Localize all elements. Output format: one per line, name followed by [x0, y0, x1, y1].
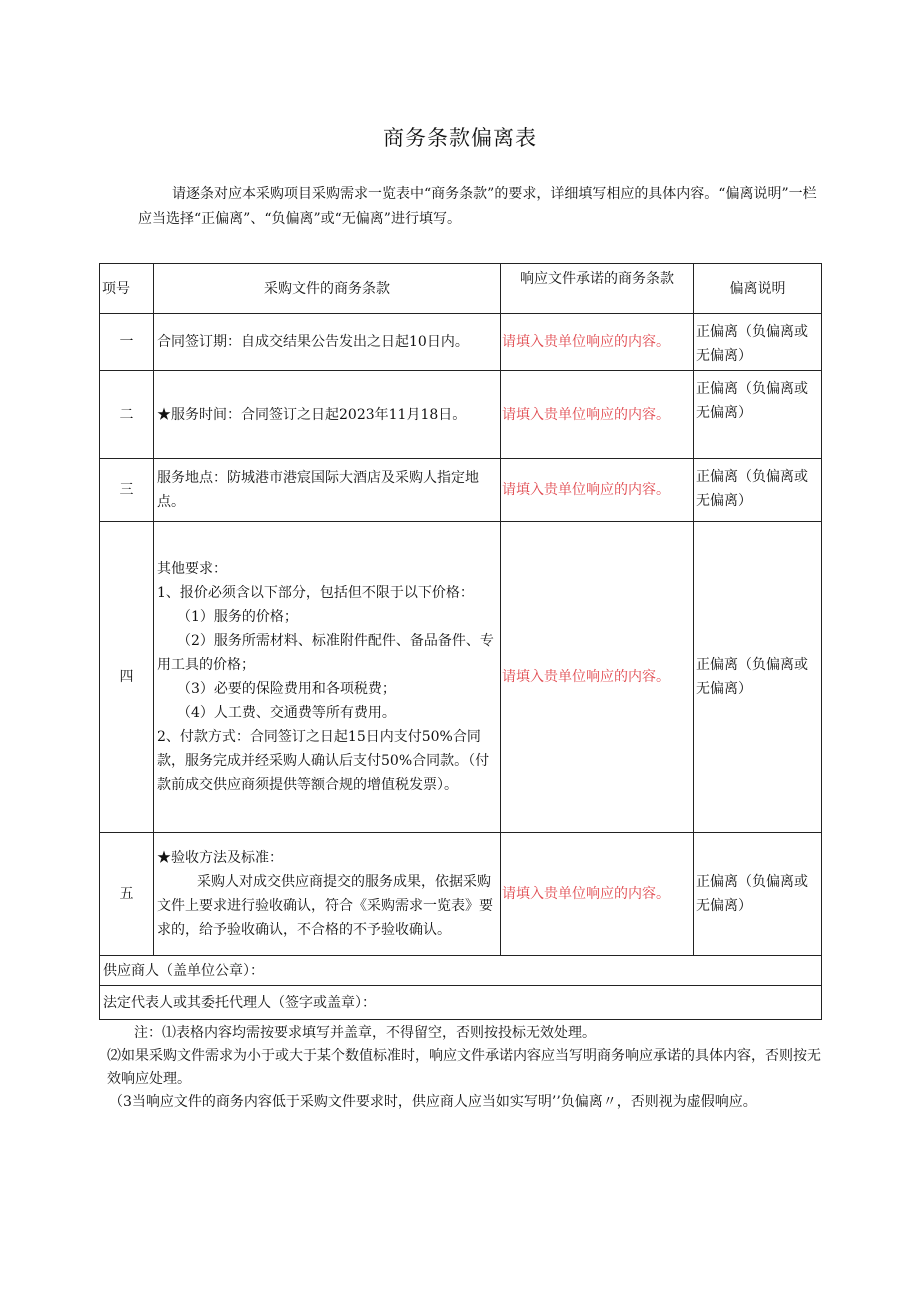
response-cell[interactable]: 请填入贵单位响应的内容。 — [501, 522, 694, 833]
clause-cell — [154, 522, 501, 833]
clause-line: 服务地点：防城港市港宸国际大酒店及采购人指定地点。 — [157, 470, 479, 510]
clause-line: （3）必要的保险费用和各项税费； — [177, 681, 396, 697]
response-cell[interactable]: 请填入贵单位响应的内容。 — [501, 371, 694, 459]
header-response: 响应文件承诺的商务条款 — [501, 264, 694, 314]
deviation-cell[interactable]: 正偏离（负偏离或无偏离） — [694, 371, 822, 459]
clause-line: （2）服务所需材料、标准附件配件、备品备件、专用工具的价格； — [157, 633, 494, 673]
row-number: 四 — [100, 522, 154, 833]
clause-line: 采购人对成交供应商提交的服务成果，依据采购文件上要求进行验收确认，符合《采购需求一览表》要求的，给予验收确认，不合格的不予验收确认。 — [157, 874, 493, 938]
table-row — [100, 459, 822, 522]
row-number: 二 — [100, 371, 154, 459]
header-deviation: 偏离说明 — [694, 264, 822, 314]
clause-cell — [154, 314, 501, 371]
clause-line: 合同签订期：自成交结果公告发出之日起10日内。 — [157, 334, 469, 350]
table-row — [100, 371, 822, 459]
notes — [107, 1022, 824, 1114]
deviation-cell[interactable]: 正偏离（负偏离或无偏离） — [694, 522, 822, 833]
clause-line: 1、报价必须含以下部分，包括但不限于以下价格： — [157, 585, 474, 601]
response-cell[interactable]: 请填入贵单位响应的内容。 — [501, 314, 694, 371]
clause-line: （1）服务的价格； — [177, 609, 298, 625]
clause-cell — [154, 371, 501, 459]
row-number: 五 — [100, 833, 154, 956]
clause-line: 2、付款方式：合同签订之日起15日内支付50%合同款，服务完成并经采购人确认后支付50%合同款。（付款前成交供应商须提供等额合规的增值税发票）。 — [157, 729, 490, 793]
response-cell[interactable]: 请填入贵单位响应的内容。 — [501, 833, 694, 956]
supplier-row — [100, 956, 822, 986]
representative-row — [100, 986, 822, 1020]
row-number: 三 — [100, 459, 154, 522]
note-line: ⑵如果采购文件需求为小于或大于某个数值标准时，响应文件承诺内容应当写明商务响应承诺的具体内容，否则按无效响应处理。 — [107, 1048, 821, 1087]
table-row — [100, 522, 822, 833]
header-item-no: 项号 — [100, 264, 154, 314]
clause-line: （4）人工费、交通费等所有费用。 — [177, 705, 396, 721]
representative-signature-field[interactable]: 法定代表人或其委托代理人（签字或盖章）： — [100, 986, 822, 1020]
intro-paragraph: 请逐条对应本采购项目采购需求一览表中“商务条款”的要求，详细填写相应的具体内容。“偏离说明”一栏应当选择“正偏离”、“负偏离”或“无偏离”进行填写。 — [138, 186, 817, 227]
deviation-cell[interactable]: 正偏离（负偏离或无偏离） — [694, 314, 822, 371]
page-title: 商务条款偏离表 — [383, 126, 537, 150]
note-line: 注：⑴表格内容均需按要求填写并盖章，不得留空，否则按投标无效处理。 — [134, 1025, 596, 1041]
table-row — [100, 314, 822, 371]
clause-cell — [154, 459, 501, 522]
clause-line: ★服务时间：合同签订之日起2023年11月18日。 — [157, 406, 467, 423]
clause-cell — [154, 833, 501, 956]
deviation-cell[interactable]: 正偏离（负偏离或无偏离） — [694, 833, 822, 956]
table-row — [100, 833, 822, 956]
deviation-table — [99, 263, 822, 1020]
note-line: （3当响应文件的商务内容低于采购文件要求时，供应商人应当如实写明’’负偏离〃，否则视为虚假响应。 — [109, 1094, 757, 1110]
deviation-cell[interactable]: 正偏离（负偏离或无偏离） — [694, 459, 822, 522]
clause-line: 其他要求： — [157, 561, 227, 577]
header-clause: 采购文件的商务条款 — [154, 264, 501, 314]
response-cell[interactable]: 请填入贵单位响应的内容。 — [501, 459, 694, 522]
supplier-seal-field[interactable]: 供应商人（盖单位公章）： — [100, 956, 822, 986]
row-number: 一 — [100, 314, 154, 371]
clause-line: ★验收方法及标准： — [157, 850, 283, 866]
table-header-row — [100, 264, 822, 314]
